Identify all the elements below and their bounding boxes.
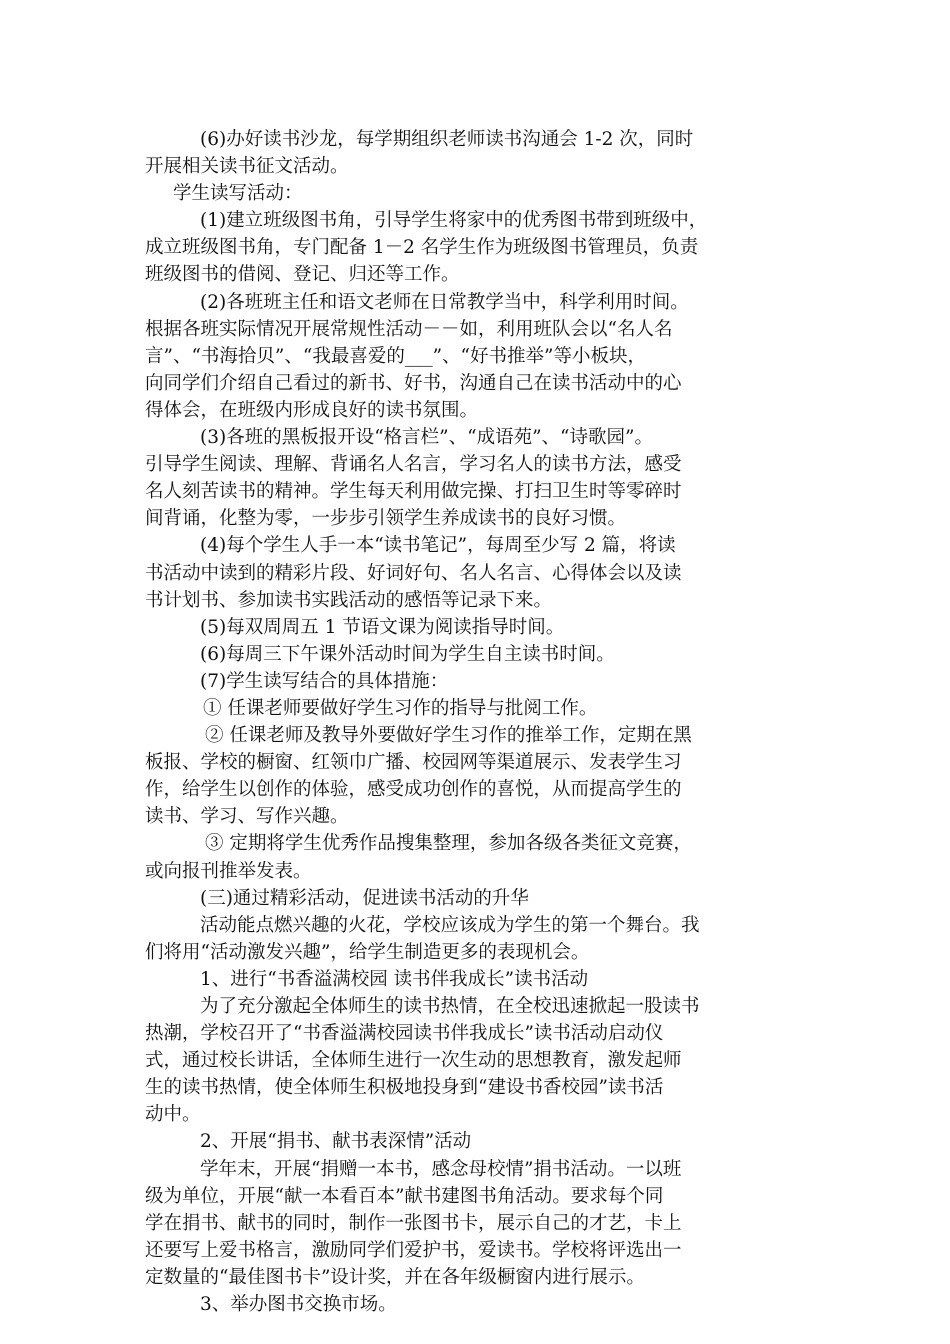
- text-line: 开展相关读书征文活动。: [145, 156, 349, 178]
- text-line: (三)通过精彩活动，促进读书活动的升华: [200, 887, 529, 909]
- text-line: 级为单位，开展“献一本看百本”献书建图书角活动。要求每个同: [145, 1185, 664, 1207]
- text-line: 生的读书热情，使全体师生积极地投身到“建设书香校园”读书活: [145, 1077, 664, 1099]
- text-line: 书计划书、参加读书实践活动的感悟等记录下来。: [145, 589, 553, 611]
- text-line: 作，给学生以创作的体验，感受成功创作的喜悦，从而提高学生的: [145, 779, 682, 801]
- text-line: 书活动中读到的精彩片段、好词好句、名人名言、心得体会以及读: [145, 562, 682, 584]
- text-line: 1、进行“书香溢满校园 读书伴我成长”读书活动: [200, 968, 589, 990]
- text-line: (3)各班的黑板报开设“格言栏”、“成语苑”、“诗歌园”。: [200, 427, 653, 449]
- text-line: (6)办好读书沙龙，每学期组织老师读书沟通会 1-2 次，同时: [200, 129, 694, 150]
- text-line: (7)学生读写结合的具体措施：: [200, 670, 449, 692]
- text-line: 热潮，学校召开了“书香溢满校园读书伴我成长”读书活动启动仪: [145, 1023, 664, 1045]
- text-line: (5)每双周周五 1 节语文课为阅读指导时间。: [200, 616, 565, 638]
- text-line: ③ 定期将学生优秀作品搜集整理，参加各级各类征文竞赛，: [205, 833, 692, 855]
- text-line: 言”、“书海拾贝”、“我最喜爱的___”、“好书推举”等小板块，: [145, 345, 646, 367]
- text-line: 得体会，在班级内形成良好的读书氛围。: [145, 399, 479, 421]
- text-line: ① 任课老师要做好学生习作的指导与批阅工作。: [203, 697, 598, 719]
- text-line: 式，通过校长讲话，全体师生进行一次生动的思想教育，激发起师: [145, 1050, 682, 1072]
- text-line: 板报、学校的橱窗、红领巾广播、校园网等渠道展示、发表学生习: [145, 752, 682, 774]
- text-line: 成立班级图书角，专门配备 1－2 名学生作为班级图书管理员，负责: [145, 237, 699, 259]
- text-line: (2)各班班主任和语文老师在日常教学当中，科学利用时间。: [200, 291, 689, 313]
- text-line: (4)每个学生人手一本“读书笔记”，每周至少写 2 篇，将读: [200, 535, 676, 557]
- text-line: 为了充分激起全体师生的读书热情，在全校迅速掀起一股读书: [200, 996, 700, 1017]
- text-line: 根据各班实际情况开展常规性活动－－如，利用班队会以“名人名: [145, 318, 673, 340]
- text-line: 学在捐书、献书的同时，制作一张图书卡，展示自己的才艺，卡上: [145, 1212, 682, 1234]
- text-line: 名人刻苦读书的精神。学生每天利用做完操、打扫卫生时等零碎时: [145, 481, 682, 503]
- text-line: 们将用“活动激发兴趣”，给学生制造更多的表现机会。: [145, 941, 590, 963]
- text-line: (1)建立班级图书角，引导学生将家中的优秀图书带到班级中，: [200, 210, 708, 232]
- text-line: 定数量的“最佳图书卡”设计奖，并在各年级橱窗内进行展示。: [145, 1266, 645, 1288]
- text-line: 2、开展“捐书、献书表深情”活动: [200, 1131, 472, 1153]
- text-line: 动中。: [145, 1104, 201, 1126]
- text-line: 3、举办图书交换市场。: [200, 1294, 397, 1316]
- text-line: 学生读写活动：: [173, 183, 303, 205]
- text-line: 班级图书的借阅、登记、归还等工作。: [145, 264, 460, 286]
- text-line: 活动能点燃兴趣的火花，学校应该成为学生的第一个舞台。我: [200, 914, 700, 936]
- text-line: 还要写上爱书格言，激励同学们爱护书，爱读书。学校将评选出一: [145, 1239, 682, 1261]
- text-line: 向同学们介绍自己看过的新书、好书，沟通自己在读书活动中的心: [145, 372, 682, 394]
- text-line: ② 任课老师及教导外要做好学生习作的推举工作，定期在黑: [205, 725, 692, 747]
- text-line: 间背诵，化整为零，一步步引领学生养成读书的良好习惯。: [145, 508, 627, 530]
- text-line: 学年末，开展“捐赠一本书，感念母校情”捐书活动。一以班: [200, 1158, 682, 1180]
- text-line: (6)每周三下午课外活动时间为学生自主读书时间。: [200, 643, 615, 665]
- text-line: 或向报刊推举发表。: [145, 860, 312, 882]
- document-body: [145, 126, 810, 1318]
- text-line: 读书、学习、写作兴趣。: [145, 806, 349, 828]
- text-line: 引导学生阅读、理解、背诵名人名言，学习名人的读书方法，感受: [145, 454, 682, 476]
